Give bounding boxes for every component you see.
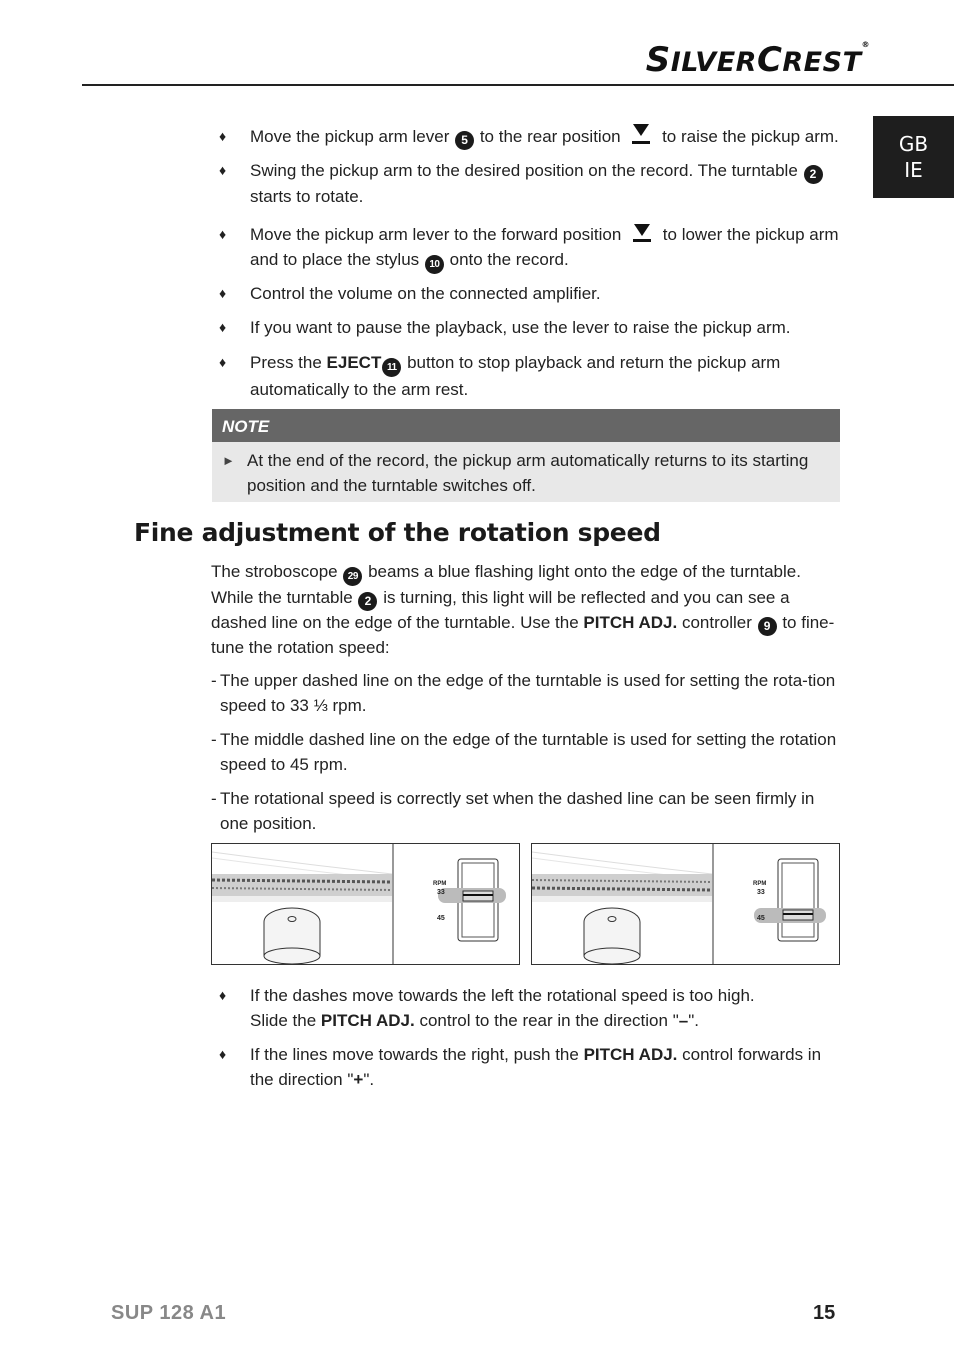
step-text: starts to rotate. [250, 187, 364, 206]
brand-part-rest: REST [782, 47, 862, 78]
header-rule [82, 84, 954, 86]
bullet-icon: ♦ [219, 987, 227, 1003]
step-raise-arm [219, 124, 844, 150]
turntable-illustration [532, 844, 839, 964]
step-text: Control the volume on the connected amplifier. [250, 284, 601, 303]
step-text: to raise the pickup arm. [657, 127, 839, 146]
dash-text: The middle dashed line on the edge of the turntable is used for setting the rotation speed to 45 rpm. [220, 730, 837, 774]
rpm-45-label: 45 [437, 915, 445, 922]
step-text: If the lines move towards the right, push the [250, 1045, 584, 1064]
dash-item-45rpm [211, 727, 843, 777]
note-pointer-icon: ► [222, 453, 235, 468]
lever-up-icon [631, 124, 651, 146]
callout-number: 5 [455, 131, 474, 150]
step-pause [219, 315, 844, 340]
note-box [212, 409, 840, 502]
callout-number: 2 [358, 592, 377, 611]
dash-text: The rotational speed is correctly set when the dashed line can be seen firmly in one position. [220, 789, 815, 833]
pitch-adj-label: PITCH ADJ. [583, 1045, 678, 1064]
para-text: The stroboscope [211, 562, 343, 581]
note-body [212, 442, 840, 498]
dash-bullet: - [211, 789, 217, 808]
rpm-33-label: 33 [437, 889, 445, 896]
callout-number: 2 [804, 165, 823, 184]
rpm-label: RPM [753, 881, 767, 887]
dash-item-correct [211, 786, 843, 836]
rpm-label: RPM [433, 881, 447, 887]
minus-symbol: – [678, 1011, 689, 1030]
pitch-adj-label: PITCH ADJ. [583, 613, 678, 632]
bullet-icon: ♦ [219, 319, 227, 335]
lever-down-icon [632, 222, 652, 244]
step-swing-arm [219, 158, 844, 209]
callout-number: 29 [343, 567, 362, 586]
step-text: ". [363, 1070, 375, 1089]
callout-number: 11 [382, 358, 401, 377]
step-text: Swing the pickup arm to the desired position on the record. The turntable [250, 161, 803, 180]
plus-symbol: + [353, 1070, 364, 1089]
dash-item-33rpm [211, 668, 843, 718]
step-text: to lower the pickup arm and to place the stylus [250, 225, 839, 269]
callout-number: 10 [425, 255, 444, 274]
step-text: control forwards in the direction " [250, 1045, 822, 1089]
step-lower-arm [219, 222, 844, 274]
step-text: Press the [250, 353, 327, 372]
rpm-33-label: 33 [757, 889, 765, 896]
step-text: Move the pickup arm lever [250, 127, 455, 146]
footer-model: SUP 128 A1 [111, 1302, 227, 1324]
figure-33rpm [211, 843, 520, 965]
page-number: 15 [813, 1302, 836, 1324]
registered-mark: ® [861, 40, 870, 49]
dash-bullet: - [211, 671, 217, 690]
step-text: If you want to pause the playback, use the lever to raise the pickup arm. [250, 318, 791, 337]
step-text: Move the pickup arm lever to the forward position [250, 225, 627, 244]
brand-letter-c: C [756, 40, 783, 80]
step-text: onto the record. [444, 250, 569, 269]
step-too-slow [219, 1042, 844, 1092]
language-tab [873, 116, 954, 198]
note-heading: NOTE [212, 409, 840, 442]
step-text: Slide the [250, 1011, 321, 1030]
rpm-45-label: 45 [757, 915, 765, 922]
callout-number: 9 [758, 617, 777, 636]
bullet-icon: ♦ [219, 162, 227, 178]
step-eject [219, 350, 844, 402]
step-text: to the rear position [475, 127, 626, 146]
figure-45rpm [531, 843, 840, 965]
para-text: controller [677, 613, 757, 632]
lang-gb: GB [898, 132, 929, 156]
dash-text: The upper dashed line on the edge of the turntable is used for setting the rota-tion speed to 33 ⅓ rpm. [220, 671, 836, 715]
para-text: to fine-tune the rotation speed: [211, 613, 835, 657]
pitch-adj-label: PITCH ADJ. [320, 1011, 415, 1030]
para-text: is turning, this light will be reflected and you can see a dashed line on the edge of the turntable. Use the [211, 588, 790, 632]
section-title: Fine adjustment of the rotation speed [134, 518, 661, 547]
step-text: ". [688, 1011, 699, 1030]
step-volume [219, 281, 844, 306]
brand-logo [646, 40, 870, 80]
bullet-icon: ♦ [219, 128, 227, 144]
brand-part-ilver: ILVER [670, 47, 757, 78]
intro-paragraph [211, 560, 843, 661]
dash-bullet: - [211, 730, 217, 749]
step-text: control to the rear in the direction " [414, 1011, 679, 1030]
bullet-icon: ♦ [219, 1046, 227, 1062]
note-text: At the end of the record, the pickup arm automatically returns to its starting position and the turntable switches off. [247, 451, 809, 495]
lang-ie: IE [904, 158, 923, 182]
step-text: button to stop playback and return the pickup arm automatically to the arm rest. [250, 353, 781, 399]
brand-letter-s: S [645, 40, 671, 80]
step-text: If the dashes move towards the left the rotational speed is too high. [250, 986, 755, 1005]
eject-label: EJECT [326, 353, 382, 372]
bullet-icon: ♦ [219, 285, 227, 301]
turntable-illustration [212, 844, 519, 964]
bullet-icon: ♦ [219, 354, 227, 370]
step-too-fast [219, 983, 844, 1033]
para-text: beams a blue flashing light onto the edge of the turntable. While the turntable [211, 562, 801, 607]
bullet-icon: ♦ [219, 226, 227, 242]
